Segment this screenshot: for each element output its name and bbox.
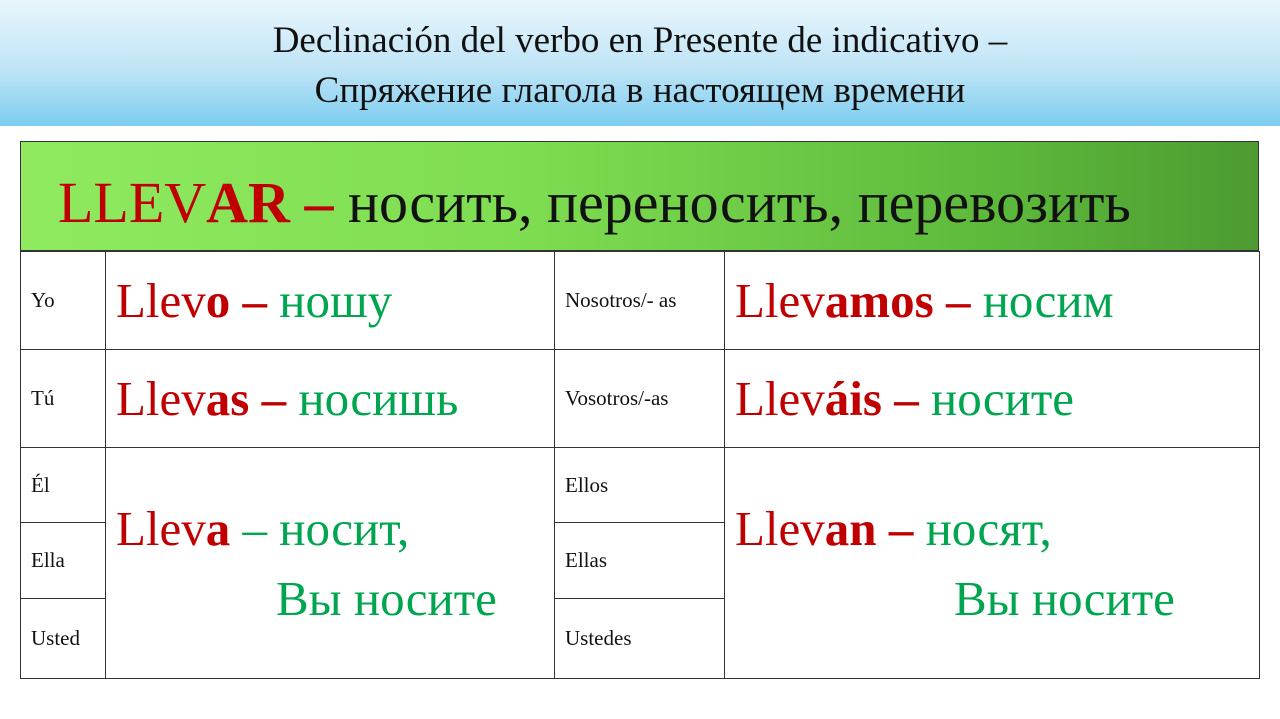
pronoun-ella: Ella <box>21 523 106 599</box>
pronoun-ellas: Ellas <box>555 523 725 599</box>
verb-translation: носить, переносить, перевозить <box>333 170 1131 235</box>
pronoun-vosotros: Vosotros/-as <box>555 350 725 448</box>
pronoun-el: Él <box>21 448 106 523</box>
pronoun-ustedes: Ustedes <box>555 599 725 679</box>
form-yo: Llevo – ношу <box>106 252 555 350</box>
verb-banner <box>20 141 1259 251</box>
slide-header <box>0 0 1280 126</box>
pronoun-ellos: Ellos <box>555 448 725 523</box>
form-third-singular-line2: Вы носите <box>276 571 497 626</box>
table-row <box>21 350 1260 448</box>
pronoun-tu: Tú <box>21 350 106 448</box>
form-vosotros: Lleváis – носите <box>725 350 1260 448</box>
conjugation-table <box>20 251 1260 679</box>
form-nosotros: Llevamos – носим <box>725 252 1260 350</box>
form-tu: Llevas – носишь <box>106 350 555 448</box>
pronoun-nosotros: Nosotros/- as <box>555 252 725 350</box>
pronoun-usted: Usted <box>21 599 106 679</box>
verb-stem: LLEV <box>58 170 207 235</box>
table-row <box>21 252 1260 350</box>
table-row <box>21 448 1260 523</box>
pronoun-yo: Yo <box>21 252 106 350</box>
verb-banner-text <box>58 170 1131 236</box>
verb-ending: AR <box>206 170 290 235</box>
title-line-1: Declinación del verbo en Presente de indicativo – <box>272 20 1008 61</box>
form-third-plural: Llevan – носят, Вы носите <box>725 448 1260 679</box>
verb-dash: – <box>289 170 334 235</box>
form-third-singular: Lleva – носит, Вы носите <box>106 448 555 679</box>
title-line-2: Спряжение глагола в настоящем времени <box>314 70 966 111</box>
form-third-plural-line2: Вы носите <box>954 571 1175 626</box>
